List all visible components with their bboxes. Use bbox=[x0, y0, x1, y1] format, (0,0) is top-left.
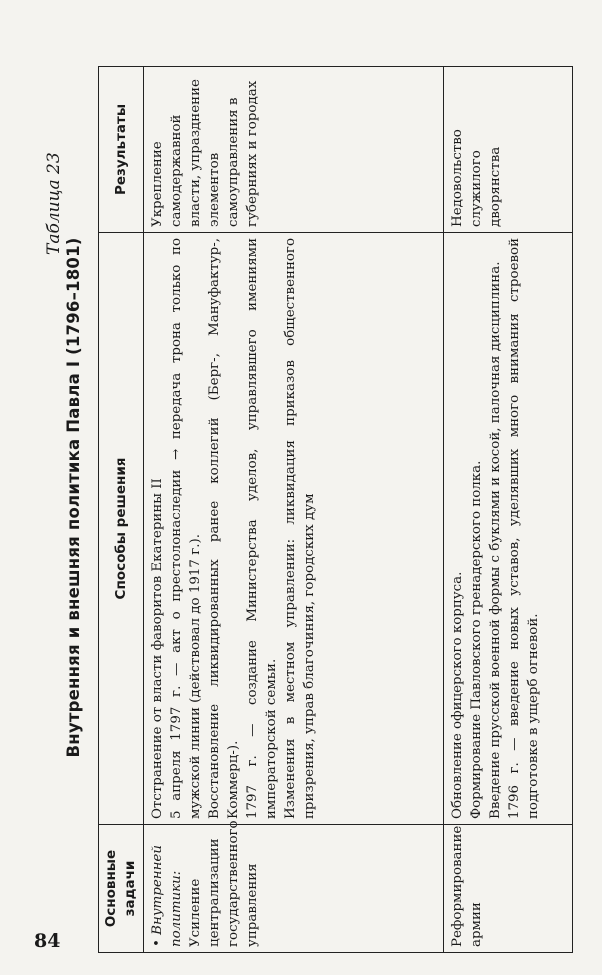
methods-cell bbox=[444, 232, 573, 824]
header-row bbox=[99, 66, 144, 952]
method-item: Восстановление ликвидированных ранее коллегий (Берг-, Мануфактур-, Коммерц-). bbox=[207, 237, 241, 819]
section-label: • Внутренней политики: bbox=[150, 845, 184, 947]
method-item: Изменения в местном управлении: ликвидация приказов общественного призрения, управ благочиния, городских дум bbox=[283, 237, 317, 819]
table-row bbox=[144, 66, 444, 952]
table-row bbox=[444, 66, 573, 952]
header-tasks: Основные задачи bbox=[99, 825, 144, 953]
policy-table bbox=[98, 66, 573, 953]
method-item: Обновление офицерского корпуса. bbox=[450, 571, 465, 819]
header-methods: Способы решения bbox=[99, 232, 144, 824]
task-cell bbox=[444, 825, 573, 953]
result-cell bbox=[144, 66, 444, 232]
header-results: Результаты bbox=[99, 66, 144, 232]
method-item: Введение прусской военной формы с буклями и косой, палочная дисциплина. bbox=[488, 261, 503, 819]
task-text: Реформирование армии bbox=[450, 825, 484, 947]
task-cell bbox=[144, 820, 444, 953]
task-text: Усиление централизации государственного управления bbox=[188, 820, 260, 947]
method-item: 1796 г. — введение новых уставов, уделявших много внимания строевой подготовке в ущерб огневой. bbox=[507, 237, 541, 819]
result-cell bbox=[444, 66, 573, 232]
method-item: Отстранение от власти фаворитов Екатерины II bbox=[150, 478, 165, 819]
page-number: 84 bbox=[34, 930, 61, 952]
method-item: 5 апреля 1797 г. — акт о престолонаследии → передача трона только по мужской линии (действовал до 1917 г.). bbox=[169, 237, 203, 819]
methods-cell bbox=[144, 232, 444, 824]
table-title: Внутренняя и внешняя политика Павла I (1796–1801) bbox=[64, 237, 83, 758]
result-text: Укрепление самодержавной власти, упразднение элементов самоуправления в губерниях и городах bbox=[150, 79, 260, 227]
result-text: Недовольство служилого дворянства bbox=[450, 129, 503, 227]
method-item: Формирование Павловского гренадерского полка. bbox=[469, 460, 484, 819]
method-item: 1797 г. — создание Министерства уделов, управлявшего имениями императорской семьи. bbox=[245, 237, 279, 819]
table-label: Таблица 23 bbox=[44, 152, 64, 255]
